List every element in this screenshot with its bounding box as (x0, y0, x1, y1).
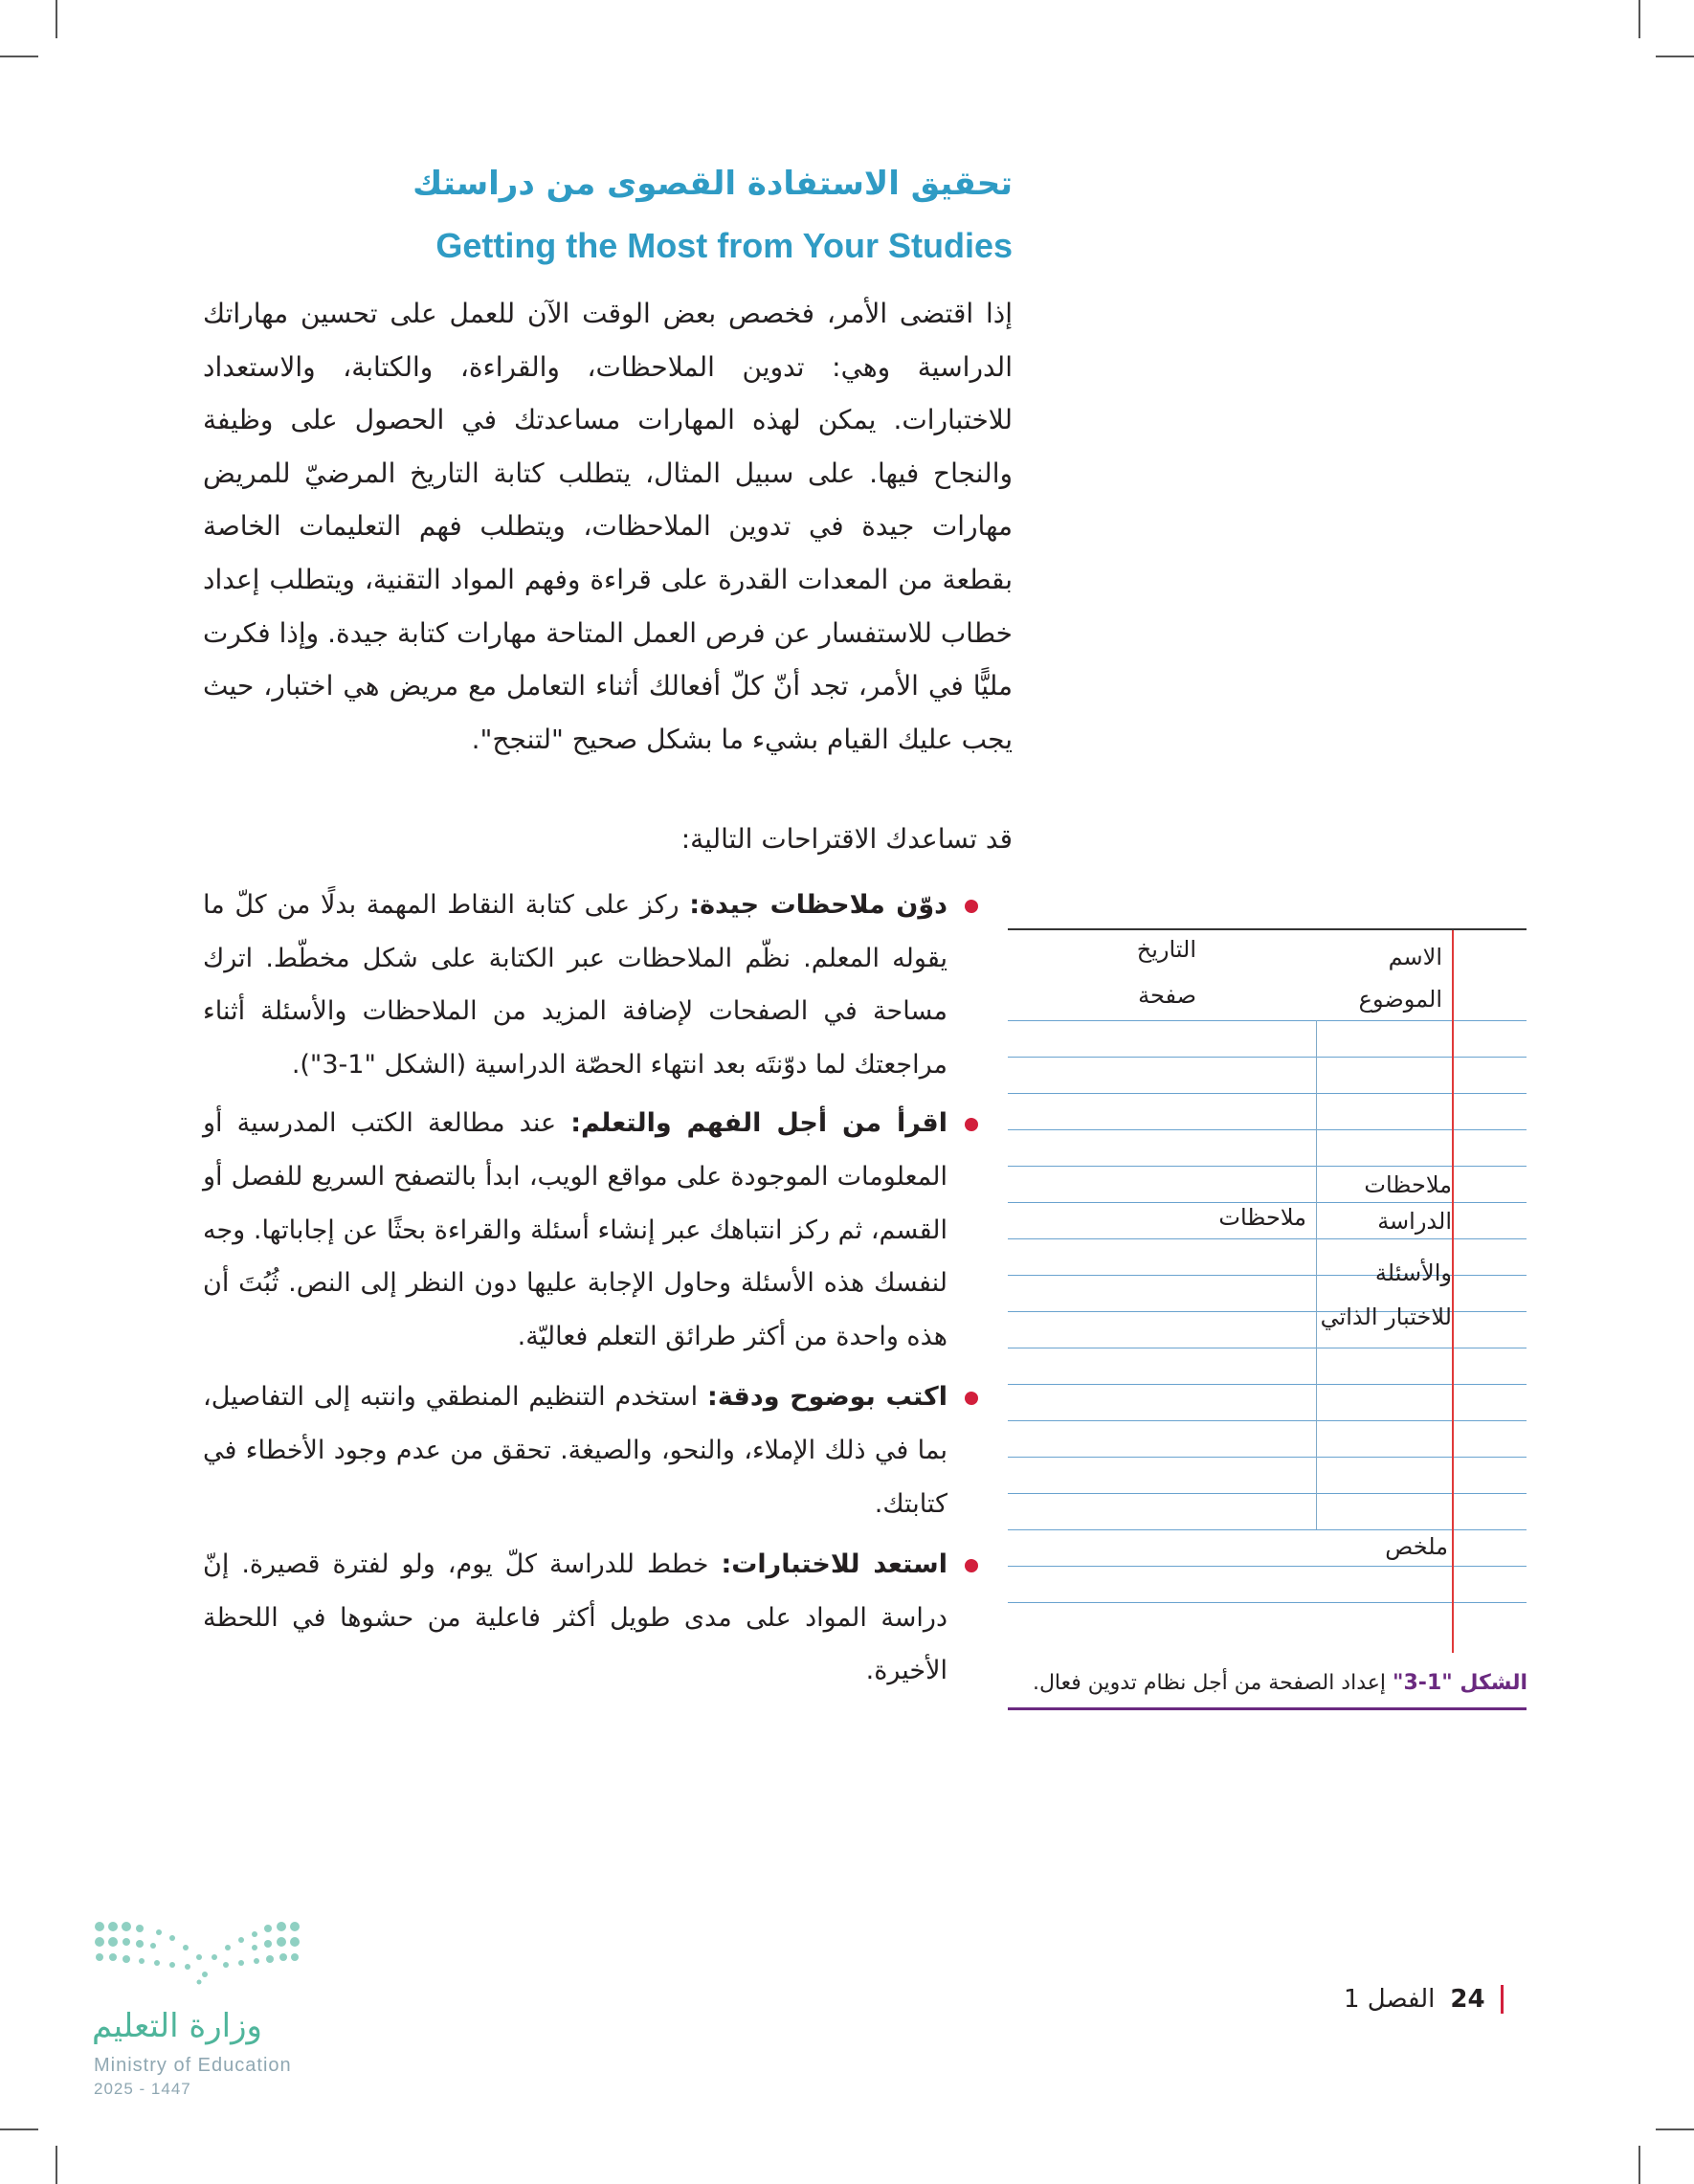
chapter-label: الفصل 1 (1344, 1985, 1436, 2014)
bullet-lead: دوّن ملاحظات جيدة: (689, 890, 947, 920)
intro-lead-in: قد تساعدك الاقتراحات التالية: (680, 823, 1013, 855)
ruled-line (1008, 1166, 1527, 1167)
ministry-logo (92, 1919, 322, 2098)
intro-paragraph: إذا اقتضى الأمر، فخصص بعض الوقت الآن للعمل على تحسين مهاراتك الدراسية وهي: تدوين الملاحظات، والقراءة، والكتابة، والاستعداد للاختبارات. يمكن لهذه المهارات مساعدتك في الحصول على وظيفة والنجاح فيها. على سبيل المثال، يتطلب كتابة التاريخ المرضيّ للمريض مهارات جيدة في تدوين الملاحظات، ويتطلب فهم التعليمات الخاصة بقطعة من المعدات القدرة على قراءة وفهم المواد التقنية، ويتطلب إعداد خطاب للاستفسار عن فرص العمل المتاحة مهارات كتابة جيدة. وإذا فكرت مليًّا في الأمر، تجد أنّ كلّ أفعالك أثناء التعامل مع مريض هي اختبار، حيث يجب عليك القيام بشيء ما بشكل صحيح "لتنجح". (203, 298, 1013, 755)
ruled-line (1008, 1057, 1527, 1058)
bullet-lead: اقرأ من أجل الفهم والتعلم: (570, 1108, 947, 1139)
caption-rule (1008, 1707, 1527, 1710)
folio-bar (1501, 1985, 1504, 2014)
bullet-dot-icon (965, 1559, 978, 1572)
ruled-line (1008, 1566, 1527, 1567)
crop-mark (0, 2128, 38, 2130)
caption-label: الشكل "1-3" (1393, 1671, 1527, 1695)
crop-mark (1656, 2128, 1694, 2130)
bullet-text: ركز على كتابة النقاط المهمة بدلًا من كلّ ما يقوله المعلم. نظّم الملاحظات عبر الكتابة على شكل مخطّط. اترك مساحة في الصفحات لإضافة المزيد من الملاحظات والأسئلة أثناء مراجعتك لما دوّنتَه بعد انتهاء الحصّة الدراسية (الشكل "1-3"). (203, 890, 947, 1080)
section-title-english: Getting the Most from Your Studies (435, 226, 1013, 265)
crop-mark (56, 2146, 57, 2184)
summary-label: ملخص (1385, 1533, 1448, 1560)
date-label: التاريخ (1136, 936, 1196, 963)
bullet-dot-icon (965, 900, 978, 913)
page-number: 24 (1450, 1985, 1485, 2014)
list-item (203, 1097, 951, 1363)
ruled-line (1008, 1529, 1527, 1530)
ministry-logo-dots-icon (92, 1919, 312, 1995)
figure-caption (1033, 1671, 1527, 1695)
page-label: صفحة (1138, 982, 1196, 1009)
study-notes-label: ملاحظات (1364, 1171, 1452, 1198)
margin-line (1452, 930, 1454, 1653)
crop-mark (1656, 56, 1694, 57)
bullet-text: استخدم التنظيم المنطقي وانتبه إلى التفاصيل، بما في ذلك الإملاء، والنحو، والصيغة. تحقق من عدم وجود الأخطاء في كتابتك. (203, 1382, 947, 1519)
ruled-line (1008, 1238, 1527, 1239)
caption-text: إعداد الصفحة من أجل نظام تدوين فعال. (1032, 1671, 1387, 1695)
study-label: الدراسة (1377, 1208, 1452, 1235)
bullet-lead: استعد للاختبارات: (721, 1549, 947, 1580)
bullet-text: خطط للدراسة كلّ يوم، ولو لفترة قصيرة. إنّ دراسة المواد على مدى طويل أكثر فاعلية من حشوها في اللحظة الأخيرة. (203, 1549, 947, 1686)
crop-mark (1638, 2146, 1640, 2184)
bullet-dot-icon (965, 1118, 978, 1131)
ruled-line (1008, 1457, 1527, 1458)
ruled-line (1008, 1093, 1527, 1094)
topic-label: الموضوع (1358, 986, 1442, 1013)
ministry-name-english: Ministry of Education (94, 2055, 292, 2076)
list-item (203, 879, 951, 1091)
name-label: الاسم (1388, 944, 1442, 970)
notes-column-label: ملاحظات (1218, 1204, 1306, 1231)
ruled-line (1008, 1020, 1527, 1021)
ruled-line (1008, 1493, 1527, 1494)
section-title-arabic: تحقيق الاستفادة القصوى من دراستك (412, 165, 1013, 203)
page-folio (1344, 1985, 1504, 2014)
crop-mark (1638, 0, 1640, 38)
ministry-name-arabic: وزارة التعليم (92, 2007, 262, 2045)
bullet-text: عند مطالعة الكتب المدرسية أو المعلومات الموجودة على مواقع الويب، ابدأ بالتصفح السريع للفصل أو القسم، ثم ركز انتباهك عبر إنشاء أسئلة والقراءة بحثًا عن إجاباتها. وجه لنفسك هذه الأسئلة وحاول الإجابة عليها دون النظر إلى النص. ثُبُتَ أن هذه واحدة من أكثر طرائق التعلم فعاليّة. (203, 1108, 947, 1351)
list-item (203, 1371, 951, 1530)
list-item (203, 1538, 951, 1698)
questions-label: والأسئلة (1374, 1259, 1452, 1286)
column-divider (1316, 1020, 1317, 1529)
ruled-line (1008, 1384, 1527, 1385)
crop-mark (56, 0, 57, 38)
crop-mark (0, 56, 38, 57)
ruled-line (1008, 1129, 1527, 1130)
note-page-figure (1008, 928, 1527, 1653)
bullet-dot-icon (965, 1392, 978, 1405)
self-test-label: للاختبار الذاتي (1320, 1304, 1452, 1330)
ruled-line (1008, 1602, 1527, 1603)
bullet-lead: اكتب بوضوح ودقة: (707, 1382, 947, 1413)
ministry-year: 2025 - 1447 (94, 2080, 191, 2098)
suggestion-list (203, 879, 951, 1705)
ruled-line (1008, 1420, 1527, 1421)
